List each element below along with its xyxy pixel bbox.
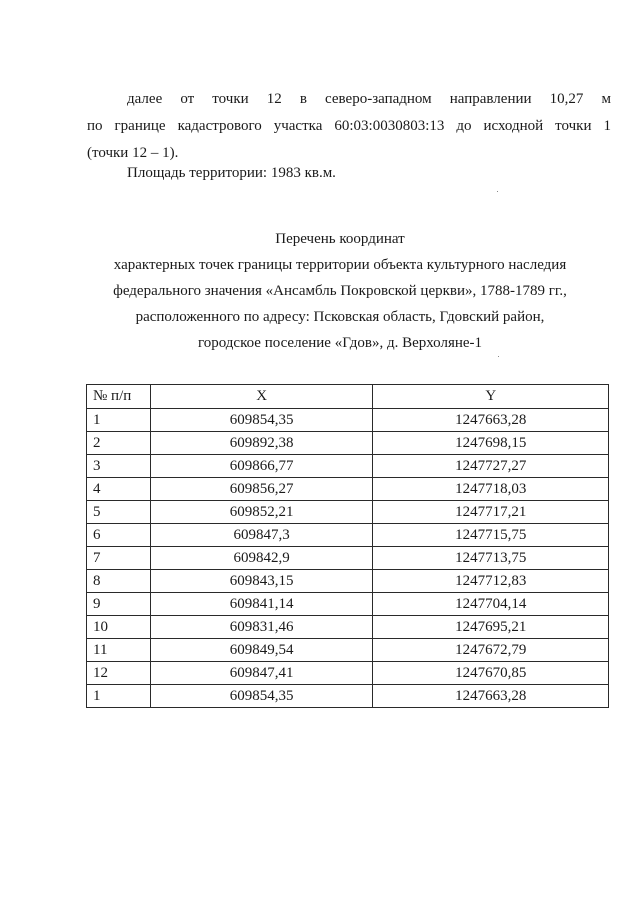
cell-number: 6 xyxy=(87,524,151,547)
cell-x: 609847,3 xyxy=(150,524,373,547)
header-y: Y xyxy=(373,385,609,409)
table-row xyxy=(87,478,609,501)
cell-x: 609847,41 xyxy=(150,662,373,685)
cell-y: 1247727,27 xyxy=(373,455,609,478)
description-line-1: далее от точки 12 в северо-западном направлении 10,27 м xyxy=(127,91,611,107)
cell-y: 1247695,21 xyxy=(373,616,609,639)
table-header-row xyxy=(87,385,609,409)
cell-x: 609854,35 xyxy=(150,409,373,432)
cell-y: 1247717,21 xyxy=(373,501,609,524)
scan-speck xyxy=(498,356,499,357)
header-x: X xyxy=(150,385,373,409)
cell-x: 609856,27 xyxy=(150,478,373,501)
cell-x: 609841,14 xyxy=(150,593,373,616)
table-row xyxy=(87,524,609,547)
header-number: № п/п xyxy=(87,385,151,409)
table-row xyxy=(87,662,609,685)
heading-line-1: Перечень координат xyxy=(275,231,405,247)
cell-y: 1247672,79 xyxy=(373,639,609,662)
table-row xyxy=(87,501,609,524)
cell-number: 4 xyxy=(87,478,151,501)
cell-x: 609849,54 xyxy=(150,639,373,662)
coordinates-heading xyxy=(60,226,620,356)
heading-line-2: характерных точек границы территории объекта культурного наследия xyxy=(113,257,567,273)
cell-number: 1 xyxy=(87,409,151,432)
description-line-3: (точки 12 – 1). xyxy=(87,145,179,161)
cell-y: 1247698,15 xyxy=(373,432,609,455)
cell-x: 609842,9 xyxy=(150,547,373,570)
table-row xyxy=(87,455,609,478)
cell-number: 8 xyxy=(87,570,151,593)
cell-number: 11 xyxy=(87,639,151,662)
description-line-2: по границе кадастрового участка 60:03:0030803:13 до исходной точки 1 xyxy=(87,118,611,134)
scan-speck xyxy=(497,191,498,192)
boundary-description xyxy=(87,86,611,167)
cell-number: 9 xyxy=(87,593,151,616)
cell-x: 609843,15 xyxy=(150,570,373,593)
cell-y: 1247713,75 xyxy=(373,547,609,570)
heading-line-4: расположенного по адресу: Псковская область, Гдовский район, xyxy=(135,309,545,325)
table-row xyxy=(87,639,609,662)
cell-number: 12 xyxy=(87,662,151,685)
coordinates-table xyxy=(86,384,609,708)
cell-x: 609854,35 xyxy=(150,685,373,708)
cell-x: 609831,46 xyxy=(150,616,373,639)
cell-number: 10 xyxy=(87,616,151,639)
table-row xyxy=(87,547,609,570)
cell-number: 5 xyxy=(87,501,151,524)
cell-x: 609892,38 xyxy=(150,432,373,455)
cell-x: 609852,21 xyxy=(150,501,373,524)
cell-number: 3 xyxy=(87,455,151,478)
cell-y: 1247704,14 xyxy=(373,593,609,616)
heading-line-3: федерального значения «Ансамбль Покровской церкви», 1788-1789 гг., xyxy=(113,283,567,299)
table-row xyxy=(87,570,609,593)
heading-line-5: городское поселение «Гдов», д. Верхоляне-1 xyxy=(197,335,483,351)
cell-y: 1247663,28 xyxy=(373,409,609,432)
table-row xyxy=(87,685,609,708)
cell-number: 2 xyxy=(87,432,151,455)
cell-number: 1 xyxy=(87,685,151,708)
table-body xyxy=(87,409,609,708)
cell-number: 7 xyxy=(87,547,151,570)
cell-y: 1247663,28 xyxy=(373,685,609,708)
cell-y: 1247715,75 xyxy=(373,524,609,547)
table-row xyxy=(87,409,609,432)
cell-y: 1247718,03 xyxy=(373,478,609,501)
area-statement: Площадь территории: 1983 кв.м. xyxy=(127,165,336,181)
cell-x: 609866,77 xyxy=(150,455,373,478)
table-row xyxy=(87,432,609,455)
cell-y: 1247670,85 xyxy=(373,662,609,685)
table-row xyxy=(87,593,609,616)
cell-y: 1247712,83 xyxy=(373,570,609,593)
table-row xyxy=(87,616,609,639)
